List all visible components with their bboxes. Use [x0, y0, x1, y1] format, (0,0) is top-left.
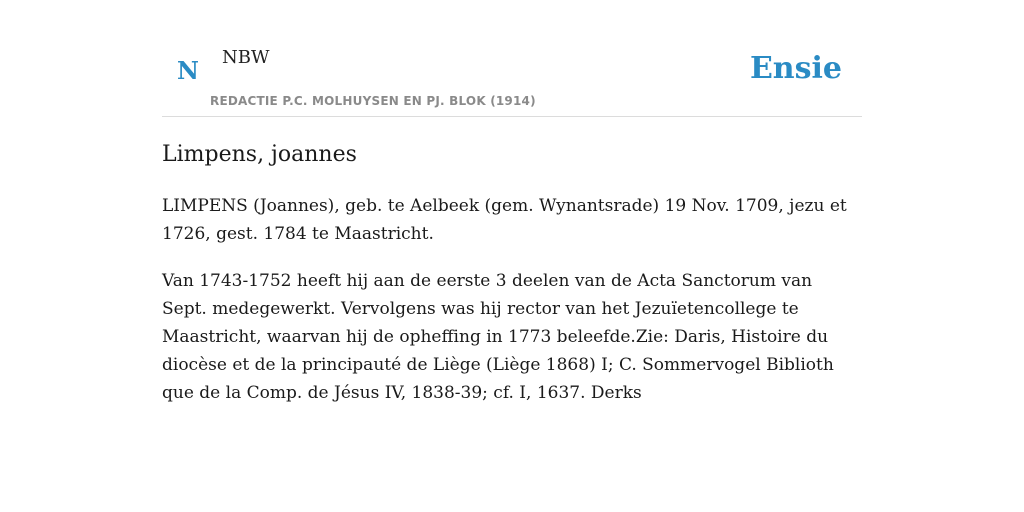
article-paragraph: Van 1743-1752 heeft hij aan de eerste 3 deelen van de Acta Sanctorum van Sept. medegewerkt. Vervolgens was hij rector van het Jezuïetencollege te Maastricht, waarvan hij de opheffing in 1773 beleefde.Zie: Daris, Histoire du diocèse et de la principauté de Liège (Liège 1868) I; C. Sommervogel Biblioth que de la Comp. de Jésus IV, 1838-39; cf. I, 1637. Derks — [162, 271, 834, 403]
article-title: Limpens, joannes — [162, 142, 357, 167]
source-logo-letter: N — [177, 56, 199, 85]
source-name[interactable]: NBW — [222, 47, 270, 68]
article-paragraph: LIMPENS (Joannes), geb. te Aelbeek (gem. Wynantsrade) 19 Nov. 1709, jezu et 1726, gest. 1784 te Maastricht. — [162, 196, 847, 244]
source-editors: REDACTIE P.C. MOLHUYSEN EN PJ. BLOK (1914) — [210, 94, 536, 108]
page — [162, 0, 862, 512]
article-body — [162, 192, 852, 426]
source-header — [162, 0, 862, 117]
brand-logo-link[interactable]: Ensie — [749, 51, 842, 86]
